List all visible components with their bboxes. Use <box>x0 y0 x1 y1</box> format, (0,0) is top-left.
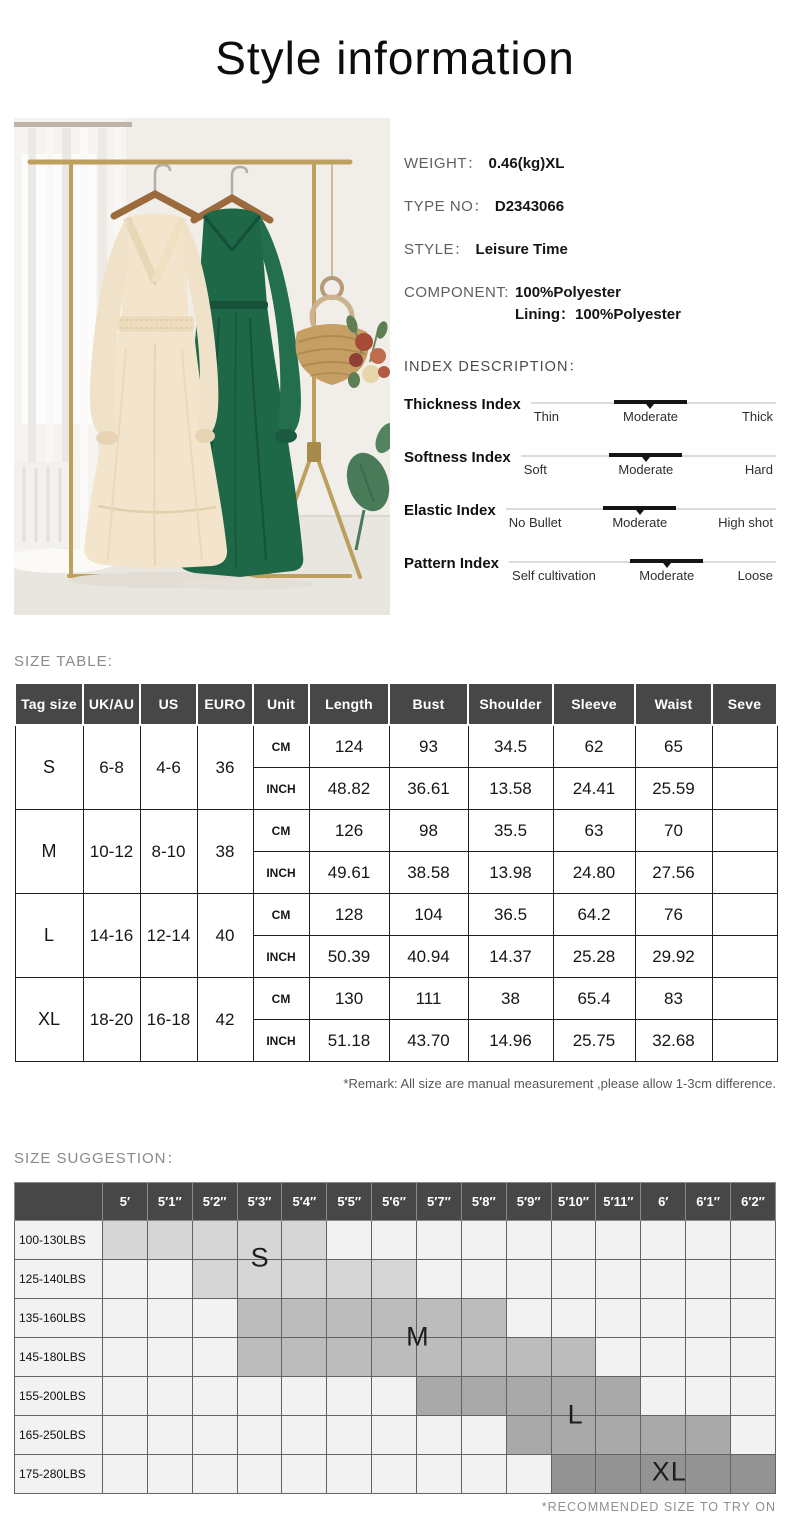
weight-label: 125-140LBS <box>15 1260 103 1299</box>
grid-cell <box>103 1455 148 1494</box>
grid-cell <box>596 1260 641 1299</box>
tag-size-cell: XL <box>15 978 83 1062</box>
size-table <box>14 682 778 1062</box>
empty-cell <box>712 1020 777 1062</box>
column-header: Shoulder <box>468 683 553 725</box>
grid-cell <box>506 1416 551 1455</box>
measure-cell: 36.5 <box>468 894 553 936</box>
weight-label: 155-200LBS <box>15 1377 103 1416</box>
unit-cell: CM <box>253 894 309 936</box>
height-header: 5′ <box>103 1183 148 1221</box>
grid-cell <box>461 1416 506 1455</box>
size-suggestion-chart <box>14 1182 776 1494</box>
grid-cell <box>372 1299 417 1338</box>
index-label: Thickness Index <box>404 396 521 413</box>
height-header: 5′3″ <box>237 1183 282 1221</box>
grid-cell <box>282 1416 327 1455</box>
grid-cell <box>551 1299 596 1338</box>
grid-cell <box>731 1260 776 1299</box>
grid-cell <box>282 1299 327 1338</box>
height-header: 5′8″ <box>461 1183 506 1221</box>
product-photo <box>14 118 390 615</box>
scale-option-selected: Moderate <box>623 409 678 424</box>
height-header: 5′1″ <box>147 1183 192 1221</box>
weight-label: 145-180LBS <box>15 1338 103 1377</box>
column-header: US <box>140 683 197 725</box>
grid-cell <box>551 1221 596 1260</box>
grid-cell <box>237 1260 282 1299</box>
table-row <box>15 894 777 936</box>
table-row <box>15 1416 776 1455</box>
grid-cell <box>506 1338 551 1377</box>
grid-cell <box>372 1221 417 1260</box>
grid-cell <box>103 1377 148 1416</box>
grid-cell <box>461 1299 506 1338</box>
scale-option: Self cultivation <box>512 568 596 583</box>
grid-cell <box>417 1299 462 1338</box>
grid-cell <box>731 1299 776 1338</box>
grid-cell <box>551 1260 596 1299</box>
measure-cell: 24.41 <box>553 768 635 810</box>
ukau-cell: 18-20 <box>83 978 140 1062</box>
grid-cell <box>147 1416 192 1455</box>
measure-cell: 25.59 <box>635 768 712 810</box>
column-header: Unit <box>253 683 309 725</box>
grid-cell <box>686 1416 731 1455</box>
grid-cell <box>237 1416 282 1455</box>
spec-style <box>404 240 776 260</box>
grid-cell <box>596 1416 641 1455</box>
grid-cell <box>417 1416 462 1455</box>
scale-option: No Bullet <box>508 515 562 530</box>
index-row-elastic <box>404 502 776 534</box>
height-header: 6′1″ <box>686 1183 731 1221</box>
product-specs <box>390 118 776 615</box>
table-header-row <box>15 1183 776 1221</box>
height-header: 5′4″ <box>282 1183 327 1221</box>
column-header: Bust <box>389 683 468 725</box>
grid-cell <box>686 1377 731 1416</box>
grid-cell <box>372 1338 417 1377</box>
recommend-note: *RECOMMENDED SIZE TO TRY ON <box>541 1500 776 1514</box>
tag-size-cell: M <box>15 810 83 894</box>
grid-cell <box>731 1455 776 1494</box>
height-header: 5′9″ <box>506 1183 551 1221</box>
grid-cell <box>192 1299 237 1338</box>
measure-cell: 40.94 <box>389 936 468 978</box>
grid-cell <box>282 1221 327 1260</box>
grid-cell <box>147 1221 192 1260</box>
grid-cell <box>417 1338 462 1377</box>
grid-cell <box>641 1455 686 1494</box>
grid-cell <box>327 1299 372 1338</box>
size-mark-s: S <box>250 1242 270 1273</box>
height-header: 6′2″ <box>731 1183 776 1221</box>
grid-cell <box>192 1377 237 1416</box>
grid-cell <box>327 1221 372 1260</box>
grid-cell <box>731 1338 776 1377</box>
measure-cell: 34.5 <box>468 725 553 768</box>
column-header: Length <box>309 683 389 725</box>
spec-value: Leisure Time <box>475 241 568 258</box>
size-mark-l: L <box>567 1399 584 1430</box>
height-header: 5′10″ <box>551 1183 596 1221</box>
grid-cell <box>551 1416 596 1455</box>
grid-cell <box>192 1221 237 1260</box>
height-header: 5′11″ <box>596 1183 641 1221</box>
grid-cell <box>641 1377 686 1416</box>
grid-cell <box>686 1260 731 1299</box>
measure-cell: 111 <box>389 978 468 1020</box>
measure-cell: 48.82 <box>309 768 389 810</box>
table-header-row <box>15 683 777 725</box>
grid-cell <box>417 1221 462 1260</box>
grid-cell <box>327 1455 372 1494</box>
grid-cell <box>461 1338 506 1377</box>
scale-option-selected: Moderate <box>612 515 668 530</box>
measure-cell: 63 <box>553 810 635 852</box>
measure-cell: 51.18 <box>309 1020 389 1062</box>
table-row <box>15 1338 776 1377</box>
measure-cell: 83 <box>635 978 712 1020</box>
size-suggestion-heading: SIZE SUGGESTION： <box>14 1150 183 1167</box>
spec-label: WEIGHT： <box>404 155 483 172</box>
grid-cell <box>641 1338 686 1377</box>
grid-cell <box>327 1338 372 1377</box>
measure-cell: 76 <box>635 894 712 936</box>
grid-cell <box>686 1221 731 1260</box>
spec-value <box>515 283 681 327</box>
grid-cell <box>731 1416 776 1455</box>
index-label: Elastic Index <box>404 502 496 519</box>
weight-label: 100-130LBS <box>15 1221 103 1260</box>
weight-label: 135-160LBS <box>15 1299 103 1338</box>
index-scale <box>509 555 776 587</box>
index-row-pattern <box>404 555 776 587</box>
measure-cell: 93 <box>389 725 468 768</box>
scale-option-selected: Moderate <box>639 568 695 583</box>
grid-cell <box>731 1221 776 1260</box>
euro-cell: 38 <box>197 810 253 894</box>
grid-cell <box>686 1299 731 1338</box>
unit-cell: INCH <box>253 1020 309 1062</box>
measure-cell: 43.70 <box>389 1020 468 1062</box>
measure-cell: 70 <box>635 810 712 852</box>
grid-cell <box>372 1260 417 1299</box>
table-row <box>15 1377 776 1416</box>
tag-size-cell: L <box>15 894 83 978</box>
grid-cell <box>237 1221 282 1260</box>
grid-cell <box>596 1338 641 1377</box>
measure-cell: 124 <box>309 725 389 768</box>
scale-option: Thick <box>741 409 773 424</box>
grid-cell <box>192 1260 237 1299</box>
size-mark-xl: XL <box>651 1456 687 1487</box>
empty-cell <box>712 768 777 810</box>
weight-label: 175-280LBS <box>15 1455 103 1494</box>
empty-cell <box>712 936 777 978</box>
grid-cell <box>282 1338 327 1377</box>
grid-cell <box>417 1455 462 1494</box>
height-header: 5′5″ <box>327 1183 372 1221</box>
measure-cell: 50.39 <box>309 936 389 978</box>
index-scale <box>521 449 776 481</box>
grid-cell <box>731 1377 776 1416</box>
grid-cell <box>282 1260 327 1299</box>
column-header: Waist <box>635 683 712 725</box>
measure-cell: 104 <box>389 894 468 936</box>
component-lining: Lining：100%Polyester <box>515 306 681 323</box>
grid-cell <box>551 1455 596 1494</box>
spec-label: TYPE NO： <box>404 198 489 215</box>
measure-cell: 38.58 <box>389 852 468 894</box>
measure-cell: 14.96 <box>468 1020 553 1062</box>
measure-cell: 49.61 <box>309 852 389 894</box>
grid-cell <box>596 1377 641 1416</box>
measure-cell: 126 <box>309 810 389 852</box>
grid-cell <box>282 1455 327 1494</box>
grid-cell <box>282 1377 327 1416</box>
grid-cell <box>147 1260 192 1299</box>
rack-joint <box>307 442 321 462</box>
grid-cell <box>686 1455 731 1494</box>
table-row <box>15 1260 776 1299</box>
measure-cell: 65.4 <box>553 978 635 1020</box>
euro-cell: 42 <box>197 978 253 1062</box>
measure-cell: 32.68 <box>635 1020 712 1062</box>
unit-cell: CM <box>253 725 309 768</box>
us-cell: 16-18 <box>140 978 197 1062</box>
grid-cell <box>103 1416 148 1455</box>
empty-cell <box>712 894 777 936</box>
measure-cell: 36.61 <box>389 768 468 810</box>
unit-cell: CM <box>253 978 309 1020</box>
grid-cell <box>461 1455 506 1494</box>
spec-type-no <box>404 197 776 217</box>
index-row-softness <box>404 449 776 481</box>
grid-cell <box>103 1221 148 1260</box>
spec-value: 0.46(kg)XL <box>488 155 565 172</box>
us-cell: 8-10 <box>140 810 197 894</box>
table-row <box>15 725 777 768</box>
table-row <box>15 810 777 852</box>
grid-cell <box>237 1338 282 1377</box>
measure-cell: 27.56 <box>635 852 712 894</box>
grid-cell <box>551 1377 596 1416</box>
table-row <box>15 978 777 1020</box>
measure-cell: 64.2 <box>553 894 635 936</box>
scale-option: Thin <box>533 409 560 424</box>
height-header: 6′ <box>641 1183 686 1221</box>
grid-cell <box>506 1221 551 1260</box>
unit-cell: INCH <box>253 936 309 978</box>
ukau-cell: 6-8 <box>83 725 140 810</box>
spec-component <box>404 283 776 327</box>
scale-option-selected: Moderate <box>618 462 674 477</box>
table-row <box>15 1221 776 1260</box>
euro-cell: 36 <box>197 725 253 810</box>
scale-option: High shot <box>718 515 773 530</box>
grid-cell <box>103 1338 148 1377</box>
grid-cell <box>641 1299 686 1338</box>
page <box>0 30 790 1514</box>
measure-cell: 65 <box>635 725 712 768</box>
grid-cell <box>417 1377 462 1416</box>
index-label: Pattern Index <box>404 555 500 572</box>
scale-option: Hard <box>744 462 773 477</box>
scale-option: Soft <box>523 462 547 477</box>
grid-cell <box>372 1377 417 1416</box>
size-table-remark: *Remark: All size are manual measurement ,please allow 1-3cm difference. <box>343 1076 776 1091</box>
grid-cell <box>237 1377 282 1416</box>
us-cell: 12-14 <box>140 894 197 978</box>
ukau-cell: 14-16 <box>83 894 140 978</box>
page-title: Style information <box>215 32 575 84</box>
unit-cell: CM <box>253 810 309 852</box>
grid-cell <box>147 1455 192 1494</box>
measure-cell: 29.92 <box>635 936 712 978</box>
empty-cell <box>712 978 777 1020</box>
grid-cell <box>372 1455 417 1494</box>
tag-size-cell: S <box>15 725 83 810</box>
grid-cell <box>192 1455 237 1494</box>
corner-cell <box>15 1183 103 1221</box>
grid-cell <box>686 1338 731 1377</box>
grid-cell <box>506 1299 551 1338</box>
measure-cell: 25.75 <box>553 1020 635 1062</box>
table-row <box>15 1455 776 1494</box>
table-row <box>15 1299 776 1338</box>
measure-cell: 35.5 <box>468 810 553 852</box>
component-shell: 100%Polyester <box>515 284 621 301</box>
measure-cell: 98 <box>389 810 468 852</box>
size-table-heading: SIZE TABLE: <box>14 653 113 670</box>
grid-cell <box>641 1221 686 1260</box>
grid-cell <box>237 1299 282 1338</box>
measure-cell: 25.28 <box>553 936 635 978</box>
grid-cell <box>192 1416 237 1455</box>
grid-cell <box>147 1377 192 1416</box>
ukau-cell: 10-12 <box>83 810 140 894</box>
euro-cell: 40 <box>197 894 253 978</box>
column-header: Tag size <box>15 683 83 725</box>
grid-cell <box>237 1455 282 1494</box>
measure-cell: 130 <box>309 978 389 1020</box>
size-mark-m: M <box>406 1321 430 1352</box>
spec-weight <box>404 154 776 174</box>
column-header: EURO <box>197 683 253 725</box>
measure-cell: 13.98 <box>468 852 553 894</box>
grid-cell <box>641 1260 686 1299</box>
grid-cell <box>461 1260 506 1299</box>
grid-cell <box>192 1338 237 1377</box>
size-suggestion-table <box>14 1182 776 1494</box>
grid-cell <box>103 1260 148 1299</box>
grid-cell <box>103 1299 148 1338</box>
measure-cell: 62 <box>553 725 635 768</box>
grid-cell <box>147 1338 192 1377</box>
grid-cell <box>506 1260 551 1299</box>
column-header: UK/AU <box>83 683 140 725</box>
grid-cell <box>147 1299 192 1338</box>
weight-label: 165-250LBS <box>15 1416 103 1455</box>
grid-cell <box>327 1416 372 1455</box>
product-photo-illustration <box>14 118 390 615</box>
index-description-heading: INDEX DESCRIPTION： <box>404 359 584 375</box>
grid-cell <box>506 1377 551 1416</box>
spec-label: COMPONENT: <box>404 284 510 301</box>
grid-cell <box>641 1416 686 1455</box>
top-section <box>14 118 776 615</box>
index-label: Softness Index <box>404 449 511 466</box>
grid-cell <box>417 1260 462 1299</box>
scale-option: Loose <box>737 568 773 583</box>
grid-cell <box>596 1299 641 1338</box>
empty-cell <box>712 725 777 768</box>
grid-cell <box>551 1338 596 1377</box>
measure-cell: 38 <box>468 978 553 1020</box>
grid-cell <box>327 1377 372 1416</box>
measure-cell: 13.58 <box>468 768 553 810</box>
measure-cell: 128 <box>309 894 389 936</box>
index-scale <box>531 396 776 428</box>
empty-cell <box>712 810 777 852</box>
measure-cell: 14.37 <box>468 936 553 978</box>
unit-cell: INCH <box>253 852 309 894</box>
grid-cell <box>372 1416 417 1455</box>
spec-value: D2343066 <box>494 198 565 215</box>
index-row-thickness <box>404 396 776 428</box>
measure-cell: 24.80 <box>553 852 635 894</box>
column-header: Seve <box>712 683 777 725</box>
us-cell: 4-6 <box>140 725 197 810</box>
grid-cell <box>327 1260 372 1299</box>
height-header: 5′6″ <box>372 1183 417 1221</box>
grid-cell <box>596 1455 641 1494</box>
index-scale <box>506 502 776 534</box>
grid-cell <box>461 1221 506 1260</box>
empty-cell <box>712 852 777 894</box>
column-header: Sleeve <box>553 683 635 725</box>
height-header: 5′2″ <box>192 1183 237 1221</box>
grid-cell <box>596 1221 641 1260</box>
unit-cell: INCH <box>253 768 309 810</box>
grid-cell <box>506 1455 551 1494</box>
spec-label: STYLE： <box>404 241 470 258</box>
grid-cell <box>461 1377 506 1416</box>
height-header: 5′7″ <box>417 1183 462 1221</box>
